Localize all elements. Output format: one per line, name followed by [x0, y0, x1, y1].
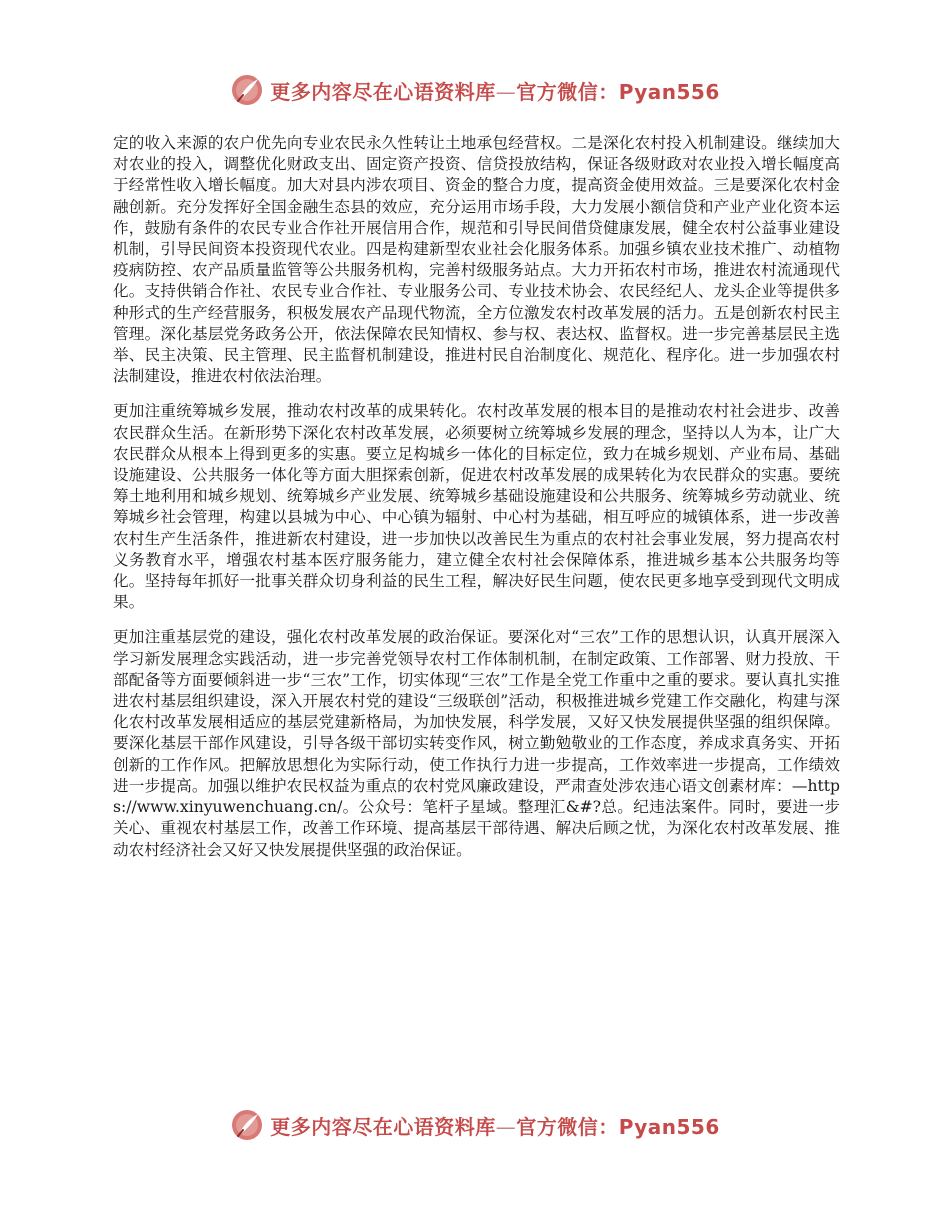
- header-banner: [0, 70, 950, 110]
- footer-banner-sep: —: [495, 1114, 517, 1139]
- header-banner-sep: —: [495, 79, 517, 104]
- header-banner-inner: [230, 73, 720, 107]
- quill-logo-icon: [230, 1108, 264, 1142]
- document-body: [113, 133, 840, 875]
- header-banner-contact: 官方微信：Pyan556: [516, 79, 720, 104]
- footer-banner-inner: [230, 1108, 720, 1142]
- footer-banner-text: [270, 1111, 720, 1140]
- quill-logo-icon: [230, 73, 264, 107]
- header-banner-main: 更多内容尽在心语资料库: [270, 79, 496, 104]
- footer-banner: [0, 1105, 950, 1145]
- footer-banner-contact: 官方微信：Pyan556: [516, 1114, 720, 1139]
- footer-banner-main: 更多内容尽在心语资料库: [270, 1114, 496, 1139]
- paragraph-3: 更加注重基层党的建设，强化农村改革发展的政治保证。要深化对“三农”工作的思想认识，认真开展深入学习新发展理念实践活动，进一步完善党领导农村工作体制机制，在制定政策、工作部署、财力投放、干部配备等方面要倾斜进一步“三农”工作，切实体现“三农”工作是全党工作重中之重的要求。要认真扎实推进农村基层组织建设，深入开展农村党的建设“三级联创”活动，积极推进城乡党建工作交融化，构建与深化农村改革发展相适应的基层党建新格局，为加快发展，科学发展，又好又快发展提供坚强的组织保障。要深化基层干部作风建设，引导各级干部切实转变作风，树立勤勉敬业的工作态度，养成求真务实、开拓创新的工作作风。把解放思想化为实际行动，使工作执行力进一步提高，工作效率进一步提高，工作绩效进一步提高。加强以维护农民权益为重点的农村党风廉政建设，严肃查处涉农违心语文创素材库：—https://www.xinyuwenchuang.cn/。公众号：笔杆子星域。整理汇&#?总。纪违法案件。同时，要进一步关心、重视农村基层工作，改善工作环境、提高基层干部待遇、解决后顾之忧，为深化农村改革发展、推动农村经济社会又好又快发展提供坚强的政治保证。: [113, 628, 840, 859]
- header-banner-text: [270, 76, 720, 105]
- paragraph-2: 更加注重统筹城乡发展，推动农村改革的成果转化。农村改革发展的根本目的是推动农村社会进步、改善农民群众生活。在新形势下深化农村改革发展，必须要树立统筹城乡发展的理念，坚持以人为本，让广大农民群众从根本上得到更多的实惠。要立足构城乡一体化的目标定位，致力在城乡规划、产业布局、基础设施建设、公共服务一体化等方面大胆探索创新，促进农村改革发展的成果转化为农民群众的实惠。要统筹土地利用和城乡规划、统筹城乡产业发展、统筹城乡基础设施建设和公共服务、统筹城乡劳动就业、统筹城乡社会管理，构建以县城为中心、中心镇为辐射、中心村为基础，相互呼应的城镇体系，进一步改善农村生产生活条件，推进新农村建设，进一步加快以改善民生为重点的农村社会事业发展，努力提高农村义务教育水平，增强农村基本医疗服务能力，建立健全农村社会保障体系，推进城乡基本公共服务均等化。坚持每年抓好一批事关群众切身利益的民生工程，解决好民生问题，使农民更多地享受到现代文明成果。: [113, 402, 840, 612]
- paragraph-1: 定的收入来源的农户优先向专业农民永久性转让土地承包经营权。二是深化农村投入机制建设。继续加大对农业的投入，调整优化财政支出、固定资产投资、信贷投放结构，保证各级财政对农业投入增长幅度高于经常性收入增长幅度。加大对县内涉农项目、资金的整合力度，提高资金使用效益。三是要深化农村金融创新。充分发挥好全国金融生态县的效应，充分运用市场手段，大力发展小额信贷和产业产业化资本运作，鼓励有条件的农民专业合作社开展信用合作，规范和引导民间借贷健康发展，健全农村公益事业建设机制，引导民间资本投资现代农业。四是构建新型农业社会化服务体系。加强乡镇农业技术推广、动植物疫病防控、农产品质量监管等公共服务机构，完善村级服务站点。大力开拓农村市场，推进农村流通现代化。支持供销合作社、农民专业合作社、专业服务公司、专业技术协会、农民经纪人、龙头企业等提供多种形式的生产经营服务，积极发展农产品现代物流，全方位激发农村改革发展的活力。五是创新农村民主管理。深化基层党务政务公开，依法保障农民知情权、参与权、表达权、监督权。进一步完善基层民主选举、民主决策、民主管理、民主监督机制建设，推进村民自治制度化、规范化、程序化。进一步加强农村法制建设，推进农村依法治理。: [113, 134, 840, 386]
